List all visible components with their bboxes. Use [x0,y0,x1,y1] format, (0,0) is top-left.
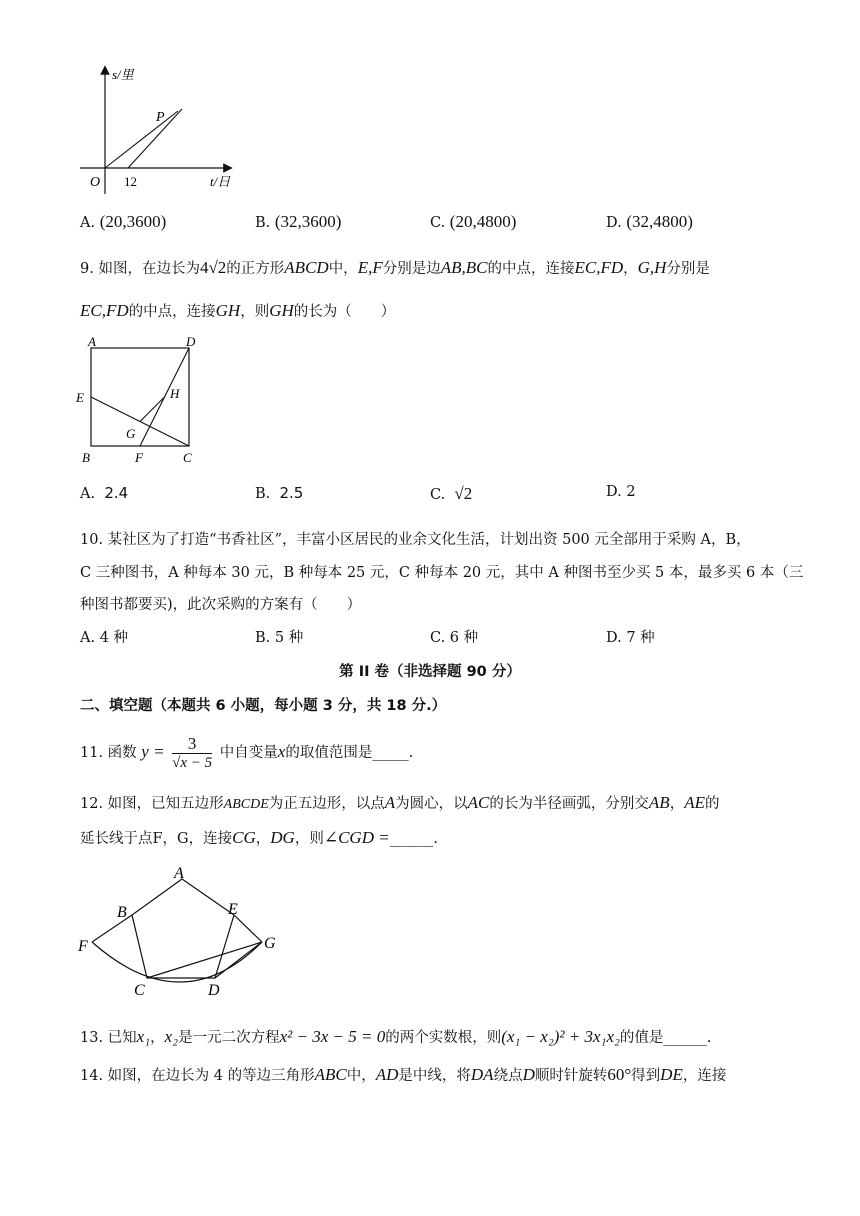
option-value: (32,3600) [274,212,342,231]
label-f: F [78,938,88,955]
option-value: (20,4800) [449,212,517,231]
q8-option-d[interactable] [606,212,693,232]
label-b: B [82,450,90,465]
q9-option-d[interactable]: D. 2 [606,484,636,500]
q10-option-d[interactable]: D. 7 种 [606,630,655,646]
pentagon-abcde [132,879,234,978]
label-g: G [264,935,276,952]
label-a: A [88,334,96,349]
label-c: C [183,450,192,465]
q8-option-a[interactable] [80,212,166,232]
label-d: D [208,982,220,999]
q10-option-a[interactable]: A. 4 种 [80,630,129,646]
q9-figure [74,334,204,470]
option-value: (20,3600) [99,212,167,231]
label-b: B [117,904,127,921]
q9-option-b[interactable]: B. 2.5 [255,484,304,502]
label-c: C [134,982,145,999]
q14-line: 14. 如图，在边长为 4 的等边三角形ABC中，AD是中线，将DA绕点D顺时针旋转60°得到DE，连接 [80,1065,727,1084]
q9-line-1: 9. 如图，在边长为4√2的正方形ABCD中，E,F分别是边AB,BC的中点，连接EC,FD，G,H分别是 [80,258,710,277]
label-g: G [126,426,136,441]
segment-eg [234,915,262,942]
option-letter: A. [80,215,96,231]
label-d: D [186,334,196,349]
segment-dg [215,942,262,978]
q10-line-3: 种图书都要买)，此次采购的方案有（ ） [80,597,362,613]
q8-option-b[interactable] [255,212,341,232]
label-e: E [228,901,238,918]
q10-option-b[interactable]: B. 5 种 [255,630,304,646]
q9-line-2: EC,FD的中点，连接GH，则GH的长为（ ） [80,301,396,320]
q10-line-1: 10. 某社区为了打造“书香社区”，丰富小区居民的业余文化生活，计划出资 500 元全部用于采购 A，B， [80,532,751,548]
q8-option-c[interactable] [430,212,516,232]
q9-option-c[interactable]: C. √2 [430,484,473,503]
q13-line: 13. 已知x₁，x₂是一元二次方程x² − 3x − 5 = 0的两个实数根，则(x₁ − x₂)² + 3x₁x₂的值是______. [80,1027,712,1046]
label-a: A [174,865,184,882]
q9-option-a[interactable]: A. 2.4 [80,484,129,502]
option-letter: C. [430,215,446,231]
option-value: (32,4800) [626,212,693,231]
q11-fraction: $\frac{3}{√x - 5}$ [172,733,213,771]
point-p-label: P [156,110,165,125]
segment-cg [147,942,262,978]
segment-gh [140,397,165,422]
label-h: H [170,386,180,401]
q10-line-2: C 三种图书，A 种每本 30 元，B 种每本 25 元，C 种每本 20 元，其中 A 种图书至少买 5 本，最多买 6 本（三 [80,565,804,581]
y-axis-label: s/里 [112,67,134,82]
label-f: F [135,450,143,465]
option-letter: D. [606,215,622,231]
q12-line-1: 12. 如图，已知五边形ABCDE为正五边形，以点A为圆心，以AC的长为半径画弧，分别交AB，AE的 [80,793,720,812]
x-axis-label: t/日 [210,174,231,189]
q10-option-c[interactable]: C. 6 种 [430,630,479,646]
q12-figure [72,862,292,1002]
label-e: E [76,390,84,405]
section-2-title: 第 II 卷（非选择题 90 分） [339,664,521,680]
option-letter: B. [255,215,271,231]
tick-label: 12 [124,174,137,189]
part-2-heading: 二、填空题（本题共 6 小题，每小题 3 分，共 18 分.） [80,698,447,714]
q8-graph [70,62,250,197]
origin-label: O [90,175,101,190]
q12-line-2: 延长线于点F，G，连接CG，DG，则∠CGD =______. [80,828,438,847]
q11-line: 11. 函数 y = $\frac{3}{√x - 5}$ 中自变量x的取值范围是_____. [80,733,414,771]
line-2 [128,109,182,168]
line-1 [105,111,178,168]
